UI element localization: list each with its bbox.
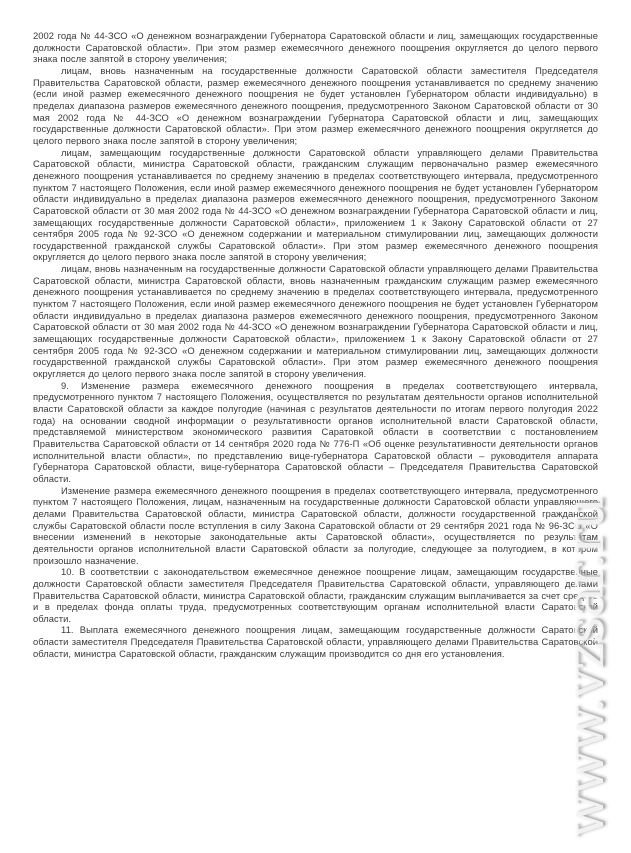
document-text-column <box>33 30 598 659</box>
paragraph-continuation-44-zso: 2002 года № 44-ЗСО «О денежном вознаграждении Губернатора Саратовской области и лиц, замещающих государственные должности Саратовской области». При этом размер ежемесячного денежного поощрения округляется до целого первого знака после запятой в сторону увеличения; <box>33 30 598 65</box>
paragraph-newly-appointed-deputy-chairman: лицам, вновь назначенным на государственные должности Саратовской области заместителя Председателя Правительства Саратовской области, размер ежемесячного денежного поощрения устанавливается по среднему значению (если иной размер ежемесячного денежного поощрения не будет установлен Губернатором области индивидуально) в пределах диапазона размеров ежемесячного денежного поощрения, предусмотренного Законом Саратовской области от 30 мая 2002 года № 44-ЗСО «О денежном вознаграждении Губернатора Саратовской области и лиц, замещающих государственные должности Саратовской области». При этом размер ежемесячного денежного поощрения округляется до целого первого знака после запятой в сторону увеличения; <box>33 64 598 146</box>
paragraph-persons-holding-positions-initial: лицам, замещающим государственные должности Саратовской области управляющего делами Правительства Саратовской области, министра Саратовской области, гражданским служащим первоначально размер ежемесячного денежного поощрения устанавливается по среднему значению в пределах соответствующего интервала, предусмотренного пунктом 7 настоящего Положения, если иной размер ежемесячного денежного поощрения не будет установлен Губернатором области индивидуально в пределах диапазона размеров ежемесячного денежного поощрения, предусмотренного Законом Саратовской области от 30 мая 2002 года № 44-ЗСО «О денежном вознаграждении Губернатора Саратовской области и лиц, замещающих государственные должности Саратовской области», приложением 1 к Закону Саратовской области от 27 сентября 2005 года № 92-ЗСО «О денежном содержании и материальном стимулировании лиц, замещающих должности государственной гражданской службы Саратовской области». При этом размер ежемесячного денежного поощрения округляется до целого первого знака после запятой в сторону увеличения; <box>33 146 598 263</box>
paragraph-newly-appointed-positions: лицам, вновь назначенным на государственные должности Саратовской области управляющего делами Правительства Саратовской области, министра Саратовской области, вновь назначенным гражданским служащим размер ежемесячного денежного поощрения устанавливается по среднему значению в пределах соответствующего интервала, предусмотренного пунктом 7 настоящего Положения, если иной размер ежемесячного денежного поощрения не будет установлен Губернатором области индивидуально в пределах диапазона размеров ежемесячного денежного поощрения, предусмотренного Законом Саратовской области от 30 мая 2002 года № 44-ЗСО «О денежном вознаграждении Губернатора Саратовской области и лиц, замещающих государственные должности Саратовской области», приложением 1 к Закону Саратовской области от 27 сентября 2005 года № 92-ЗСО «О денежном содержании и материальном стимулировании лиц, замещающих должности государственной гражданской службы Саратовской области». При этом размер ежемесячного денежного поощрения округляется до целого первого знака после запятой в сторону увеличения. <box>33 263 598 380</box>
paragraph-change-after-law-96-zso: Изменение размера ежемесячного денежного поощрения в пределах соответствующего интервала, предусмотренного пунктом 7 настоящего Положения, лицам, назначенным на государственные должности Саратовской области управляющего делами Правительства Саратовской области, министра Саратовской области, должности государственной гражданской службы Саратовской области после вступления в силу Закона Саратовской области от 29 сентября 2021 года № 96-ЗСО «О внесении изменений в некоторые законодательные акты Саратовской области», осуществляется по результатам деятельности органов исполнительной власти Саратовской области за полугодие, следующее за полугодием, в котором произошло назначение. <box>33 484 598 566</box>
paragraph-item-10-payment-source: 10. В соответствии с законодательством ежемесячное денежное поощрение лицам, замещающим государственные должности Саратовской области заместителя Председателя Правительства Саратовской области, управляющего делами Правительства Саратовской области, министра Саратовской области, гражданским служащим выплачивается за счет средств и в пределах фонда оплаты труда, предусмотренных соответствующим органам исполнительной власти Саратовской области. <box>33 566 598 624</box>
site-watermark: www.vzsar.ru <box>556 497 616 838</box>
paragraph-item-9-change-of-amount: 9. Изменение размера ежемесячного денежного поощрения в пределах соответствующего интервала, предусмотренного пунктом 7 настоящего Положения, осуществляется по результатам деятельности органов исполнительной власти Саратовской области за каждое полугодие (начиная с результатов деятельности по итогам первого полугодия 2022 года) на основании сводной информации о результативности органов исполнительной власти Саратовской области, представляемой министерством экономического развития Саратовкой области в соответствии с постановлением Правительства Саратовской области от 14 сентября 2020 года № 776-П «Об оценке результативности деятельности органов исполнительной власти области», по представлению вице-губернатора Саратовской области – руководителя аппарата Губернатора Саратовской области, вице-губернатора Саратовской области – Председателя Правительства Саратовской области. <box>33 379 598 484</box>
paragraph-item-11-payment-start: 11. Выплата ежемесячного денежного поощрения лицам, замещающим государственные должности Саратовской области заместителя Председателя Правительства Саратовской области, управляющего делами Правительства Саратовской области, министра Саратовской области, гражданским служащим производится со дня его установления. <box>33 624 598 659</box>
